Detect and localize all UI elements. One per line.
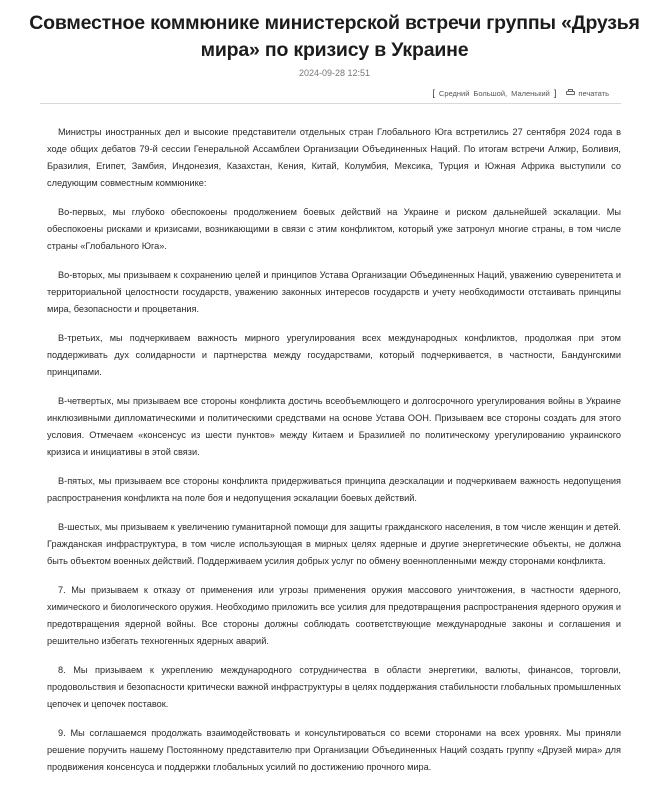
toolbar-open-bracket: [: [432, 88, 435, 98]
paragraph-1: Во-первых, мы глубоко обеспокоены продолжением боевых действий на Украине и риском дальнейшей эскалации. Мы обеспокоены рисками и кризисами, возникающими в связи с этим конфликтом, который уже затронул многие страны, в том числе страны «Глобального Юга».: [47, 207, 621, 251]
paragraph-4: В-четвертых, мы призываем все стороны конфликта достичь всеобъемлющего и долгосрочного урегулирования войны в Украине инклюзивными дипломатическими и политическими средствами на основе Устава ООН. Призываем все стороны создать для этого условия. Отмечаем «консенсус из шести пунктов» между Китаем и Бразилией по политическому урегулированию украинского кризиса и инициативы в этой связи.: [47, 396, 621, 457]
font-size-medium-link[interactable]: Средний: [438, 88, 470, 98]
font-size-large-link[interactable]: Большой,: [473, 88, 508, 98]
paragraph-2: Во-вторых, мы призываем к сохранению целей и принципов Устава Организации Объединенных Наций, уважению суверенитета и территориальной целостности государств, уважению законных интересов государств и учету необходимости отстаивать принципы мира, безопасности и процветания.: [47, 270, 621, 314]
font-size-toolbar: [432, 88, 609, 98]
article-title: Совместное коммюнике министерской встречи группы «Друзья мира» по кризису в Украине: [29, 12, 640, 61]
font-size-small-link[interactable]: Маленький: [511, 88, 550, 98]
paragraph-6: В-шестых, мы призываем к увеличению гуманитарной помощи для защиты гражданского населения, в том числе женщин и детей. Гражданская инфраструктура, в том числе использующая в мирных целях ядерные и другие энергетические объекты, не должна быть объектом военных действий. Поддерживаем усилия добрых услуг по обмену военнопленными между сторонами конфликта.: [47, 522, 621, 566]
paragraph-3: В-третьих, мы подчеркиваем важность мирного урегулирования всех международных конфликтов, продолжая при этом поддерживать дух солидарности и партнерства между государствами, который подчеркивается, в частности, Бандунгскими принципами.: [47, 333, 621, 377]
header-divider: [40, 103, 621, 104]
paragraph-9: 9. Мы соглашаемся продолжать взаимодействовать и консультироваться со всеми сторонами на всех уровнях. Мы приняли решение поручить нашему Постоянному представителю при Организации Объединенных Наций создать группу «Друзей мира» для продвижения консенсуса и поддержки глобальных усилий по достижению прочного мира.: [47, 728, 621, 772]
print-button[interactable]: [566, 89, 609, 98]
article-body: [47, 124, 621, 788]
print-label: печатать: [578, 88, 609, 98]
printer-icon: [566, 89, 575, 97]
toolbar-close-bracket: ]: [553, 88, 557, 98]
publish-datetime: 2024-09-28 12:51: [298, 68, 371, 78]
paragraph-8: 8. Мы призываем к укреплению международного сотрудничества в области энергетики, валюты, финансов, торговли, продовольствия и безопасности критически важной инфраструктуры в целях поддержания стабильности глобальных промышленных цепочек и цепочек поставок.: [47, 665, 621, 709]
paragraph-5: В-пятых, мы призываем все стороны конфликта придерживаться принципа деэскалации и подчеркиваем важность недопущения распространения конфликта на поле боя и недопущения эскалации боевых действий.: [47, 476, 621, 503]
paragraph-intro: Министры иностранных дел и высокие представители отдельных стран Глобального Юга встретились 27 сентября 2024 года в ходе общих дебатов 79-й сессии Генеральной Ассамблеи Организации Объединенных Наций. По итогам встречи Алжир, Боливия, Бразилия, Египет, Замбия, Индонезия, Казахстан, Кения, Китай, Колумбия, Мексика, Турция и Южная Африка выступили со следующим совместным коммюнике:: [47, 127, 621, 188]
paragraph-7: 7. Мы призываем к отказу от применения или угрозы применения оружия массового уничтожения, в частности ядерного, химического и биологического оружия. Необходимо приложить все усилия для предотвращения распространения ядерного оружия и предотвращения ядерной войны. Все стороны должны соблюдать соответствующие международные законы и соглашения и решительно избегать техногенных ядерных аварий.: [47, 585, 621, 646]
